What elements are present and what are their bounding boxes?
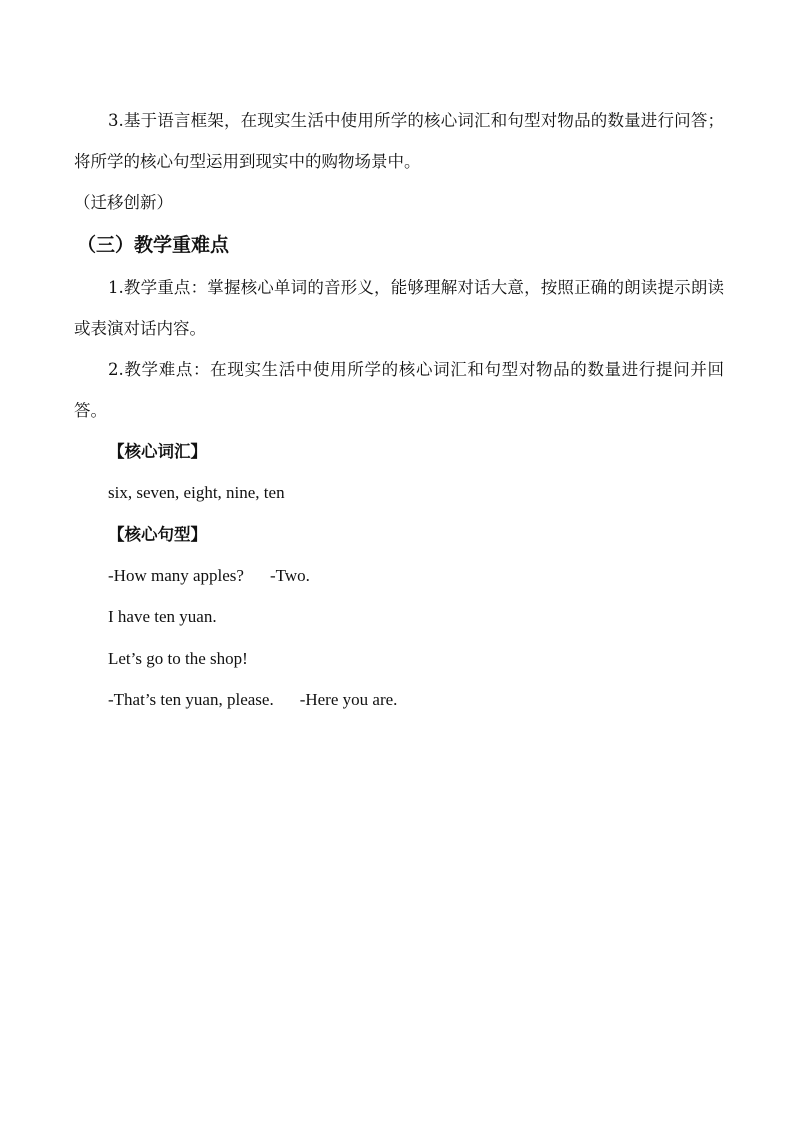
objective-item-3-tag: （迁移创新） — [74, 193, 173, 212]
sentence-question: -How many apples? — [108, 565, 244, 585]
core-sentences-label: 【核心句型】 — [108, 524, 207, 544]
sentence-answer: -Two. — [269, 565, 310, 585]
sentence-answer: -Here you are. — [299, 690, 398, 709]
core-vocabulary-words: six, seven, eight, nine, ten — [108, 483, 285, 502]
sentence-question: -That’s ten yuan, please. — [108, 690, 274, 709]
core-vocabulary-label: 【核心词汇】 — [108, 442, 207, 461]
section-title-key-difficult-points: （三）教学重难点 — [77, 234, 230, 256]
document-content — [74, 100, 724, 721]
sentence-have-ten-yuan: I have ten yuan. — [108, 607, 217, 626]
objective-item-3: 3.基于语言框架，在现实生活中使用所学的核心词汇和句型对物品的数量进行问答；将所学的核心句型运用到现实中的购物场景中。 — [74, 111, 724, 171]
sentence-pair-thats-ten-yuan — [74, 679, 724, 721]
sentence-pair-how-many — [74, 555, 724, 597]
key-point-paragraph: 1.教学重点：掌握核心单词的音形义，能够理解对话大意，按照正确的朗读提示朗读或表演对话内容。 — [74, 278, 724, 338]
sentence-go-to-shop: Let’s go to the shop! — [108, 648, 248, 668]
difficult-point-paragraph: 2.教学难点：在现实生活中使用所学的核心词汇和句型对物品的数量进行提问并回答。 — [74, 360, 724, 420]
